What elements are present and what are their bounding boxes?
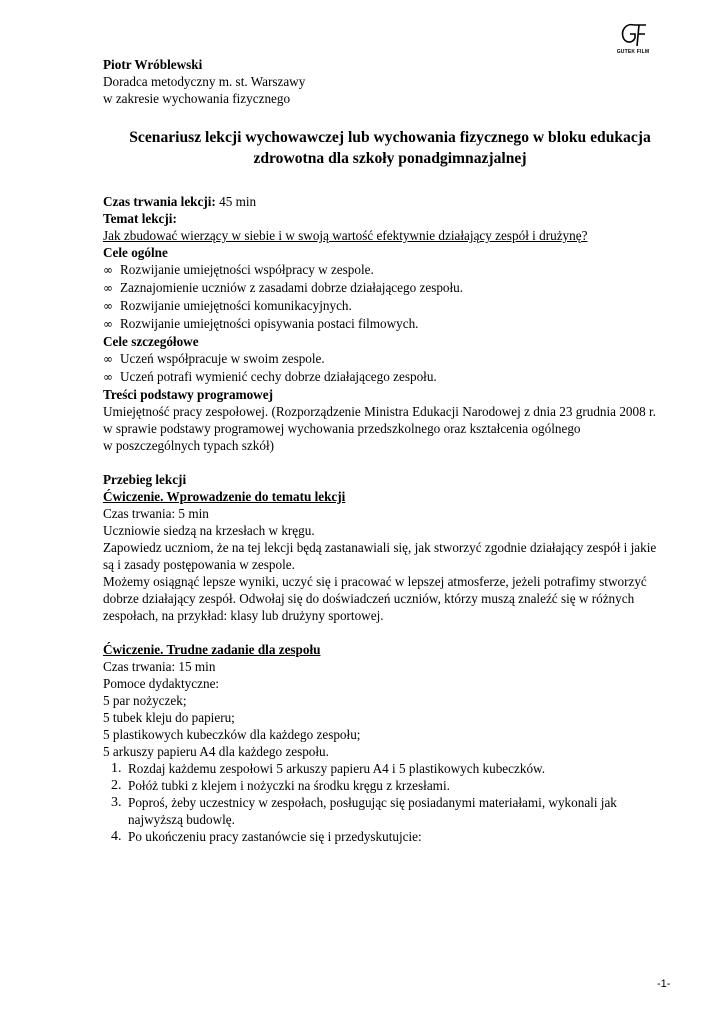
lesson-duration [103, 193, 683, 210]
exercise-1-line: są i zasady postępowania w zespole. [103, 557, 295, 572]
step-number: 4. [111, 829, 122, 844]
list-item: ∞ Zaznajomienie uczniów z zasadami dobrze działającego zespołu. [103, 280, 464, 295]
list-item: ∞ Rozwijanie umiejętności komunikacyjnych. [103, 298, 352, 313]
curriculum-line: Umiejętność pracy zespołowej. (Rozporządzenie Ministra Edukacji Narodowej z dnia 23 grudnia 2008 r. [103, 404, 656, 419]
exercise-1-line: Uczniowie siedzą na krzesłach w kręgu. [103, 523, 315, 538]
exercise-1-line: Możemy osiągnąć lepsze wyniki, uczyć się i pracować w lepszej atmosferze, jeżeli potrafimy stworzyć [103, 574, 647, 589]
document-title [103, 127, 677, 169]
topic-text: Jak zbudować wierzący w siebie i w swoją wartość efektywnie działający zespół i drużynę? [103, 228, 588, 243]
list-item: 4. Po ukończeniu pracy zastanówcie się i przedyskutujcie: [111, 829, 422, 844]
infinity-bullet-icon: ∞ [103, 317, 113, 331]
title-line-1: Scenariusz lekcji wychowawczej lub wychowania fizycznego w bloku edukacja [129, 129, 651, 146]
duration-value: 45 min [219, 194, 257, 209]
duration-label: Czas trwania lekcji: [103, 194, 216, 209]
list-item: 3. Poproś, żeby uczestnicy w zespołach, posługując się posiadanymi materiałami, wykonali jak najwyższą budowlę. [111, 795, 617, 827]
curriculum-line: w poszczególnych typach szkół) [103, 438, 275, 453]
author-scope: w zakresie wychowania fizycznego [103, 91, 291, 106]
step-number: 3. [111, 795, 122, 810]
exercise-1-title: Ćwiczenie. Wprowadzenie do tematu lekcji [103, 489, 346, 504]
exercise-2-line: 5 arkuszy papieru A4 dla każdego zespołu. [103, 744, 329, 759]
exercise-2-line: 5 par nożyczek; [103, 693, 187, 708]
general-goals-heading: Cele ogólne [103, 245, 168, 260]
topic-label: Temat lekcji: [103, 211, 177, 226]
author-name: Piotr Wróblewski [103, 57, 203, 72]
list-item: ∞ Rozwijanie umiejętności opisywania postaci filmowych. [103, 316, 419, 331]
list-item: ∞ Uczeń współpracuje w swoim zespole. [103, 351, 325, 366]
step-number: 1. [111, 761, 122, 776]
logo-caption: GUTEK FILM [616, 49, 650, 55]
author-role: Doradca metodyczny m. st. Warszawy [103, 74, 306, 89]
infinity-bullet-icon: ∞ [103, 352, 113, 366]
list-item: ∞ Rozwijanie umiejętności współpracy w zespole. [103, 262, 374, 277]
exercise-2-line: Czas trwania: 15 min [103, 659, 216, 674]
curriculum-heading: Treści podstawy programowej [103, 387, 273, 402]
lesson-heading: Przebieg lekcji [103, 472, 187, 487]
infinity-bullet-icon: ∞ [103, 370, 113, 384]
gutek-film-logo [612, 22, 654, 58]
exercise-1-line: Czas trwania: 5 min [103, 506, 209, 521]
exercise-1-line: dobrze działający zespół. Odwołaj się do doświadczeń uczniów, którzy muszą znaleźć się w różnych [103, 591, 635, 606]
exercise-1-line: zespołach, na przykład: klasy lub drużyny sportowej. [103, 608, 384, 623]
exercise-2-line: 5 tubek kleju do papieru; [103, 710, 235, 725]
infinity-bullet-icon: ∞ [103, 281, 113, 295]
specific-goals-heading: Cele szczegółowe [103, 334, 199, 349]
document-body [103, 56, 683, 845]
exercise-1-line: Zapowiedz uczniom, że na tej lekcji będą zastanawiali się, jak stworzyć zgodnie działający zespół i jakie [103, 540, 657, 555]
infinity-bullet-icon: ∞ [103, 263, 113, 277]
exercise-2-line: Pomoce dydaktyczne: [103, 676, 220, 691]
list-item: ∞ Uczeń potrafi wymienić cechy dobrze działającego zespołu. [103, 369, 437, 384]
title-line-2: zdrowotna dla szkoły ponadgimnazjalnej [253, 150, 527, 167]
curriculum-line: w sprawie podstawy programowej wychowania przedszkolnego oraz kształcenia ogólnego [103, 421, 581, 436]
list-item: 1. Rozdaj każdemu zespołowi 5 arkuszy papieru A4 i 5 plastikowych kubeczków. [111, 761, 546, 776]
exercise-2-line: 5 plastikowych kubeczków dla każdego zespołu; [103, 727, 361, 742]
exercise-2-title: Ćwiczenie. Trudne zadanie dla zespołu [103, 642, 321, 657]
exercise-2-steps [103, 760, 683, 845]
page-number: -1- [657, 978, 671, 990]
step-number: 2. [111, 778, 122, 793]
infinity-bullet-icon: ∞ [103, 299, 113, 313]
list-item: 2. Połóż tubki z klejem i nożyczki na środku kręgu z krzesłami. [111, 778, 450, 793]
gf-logo-icon [618, 22, 648, 48]
